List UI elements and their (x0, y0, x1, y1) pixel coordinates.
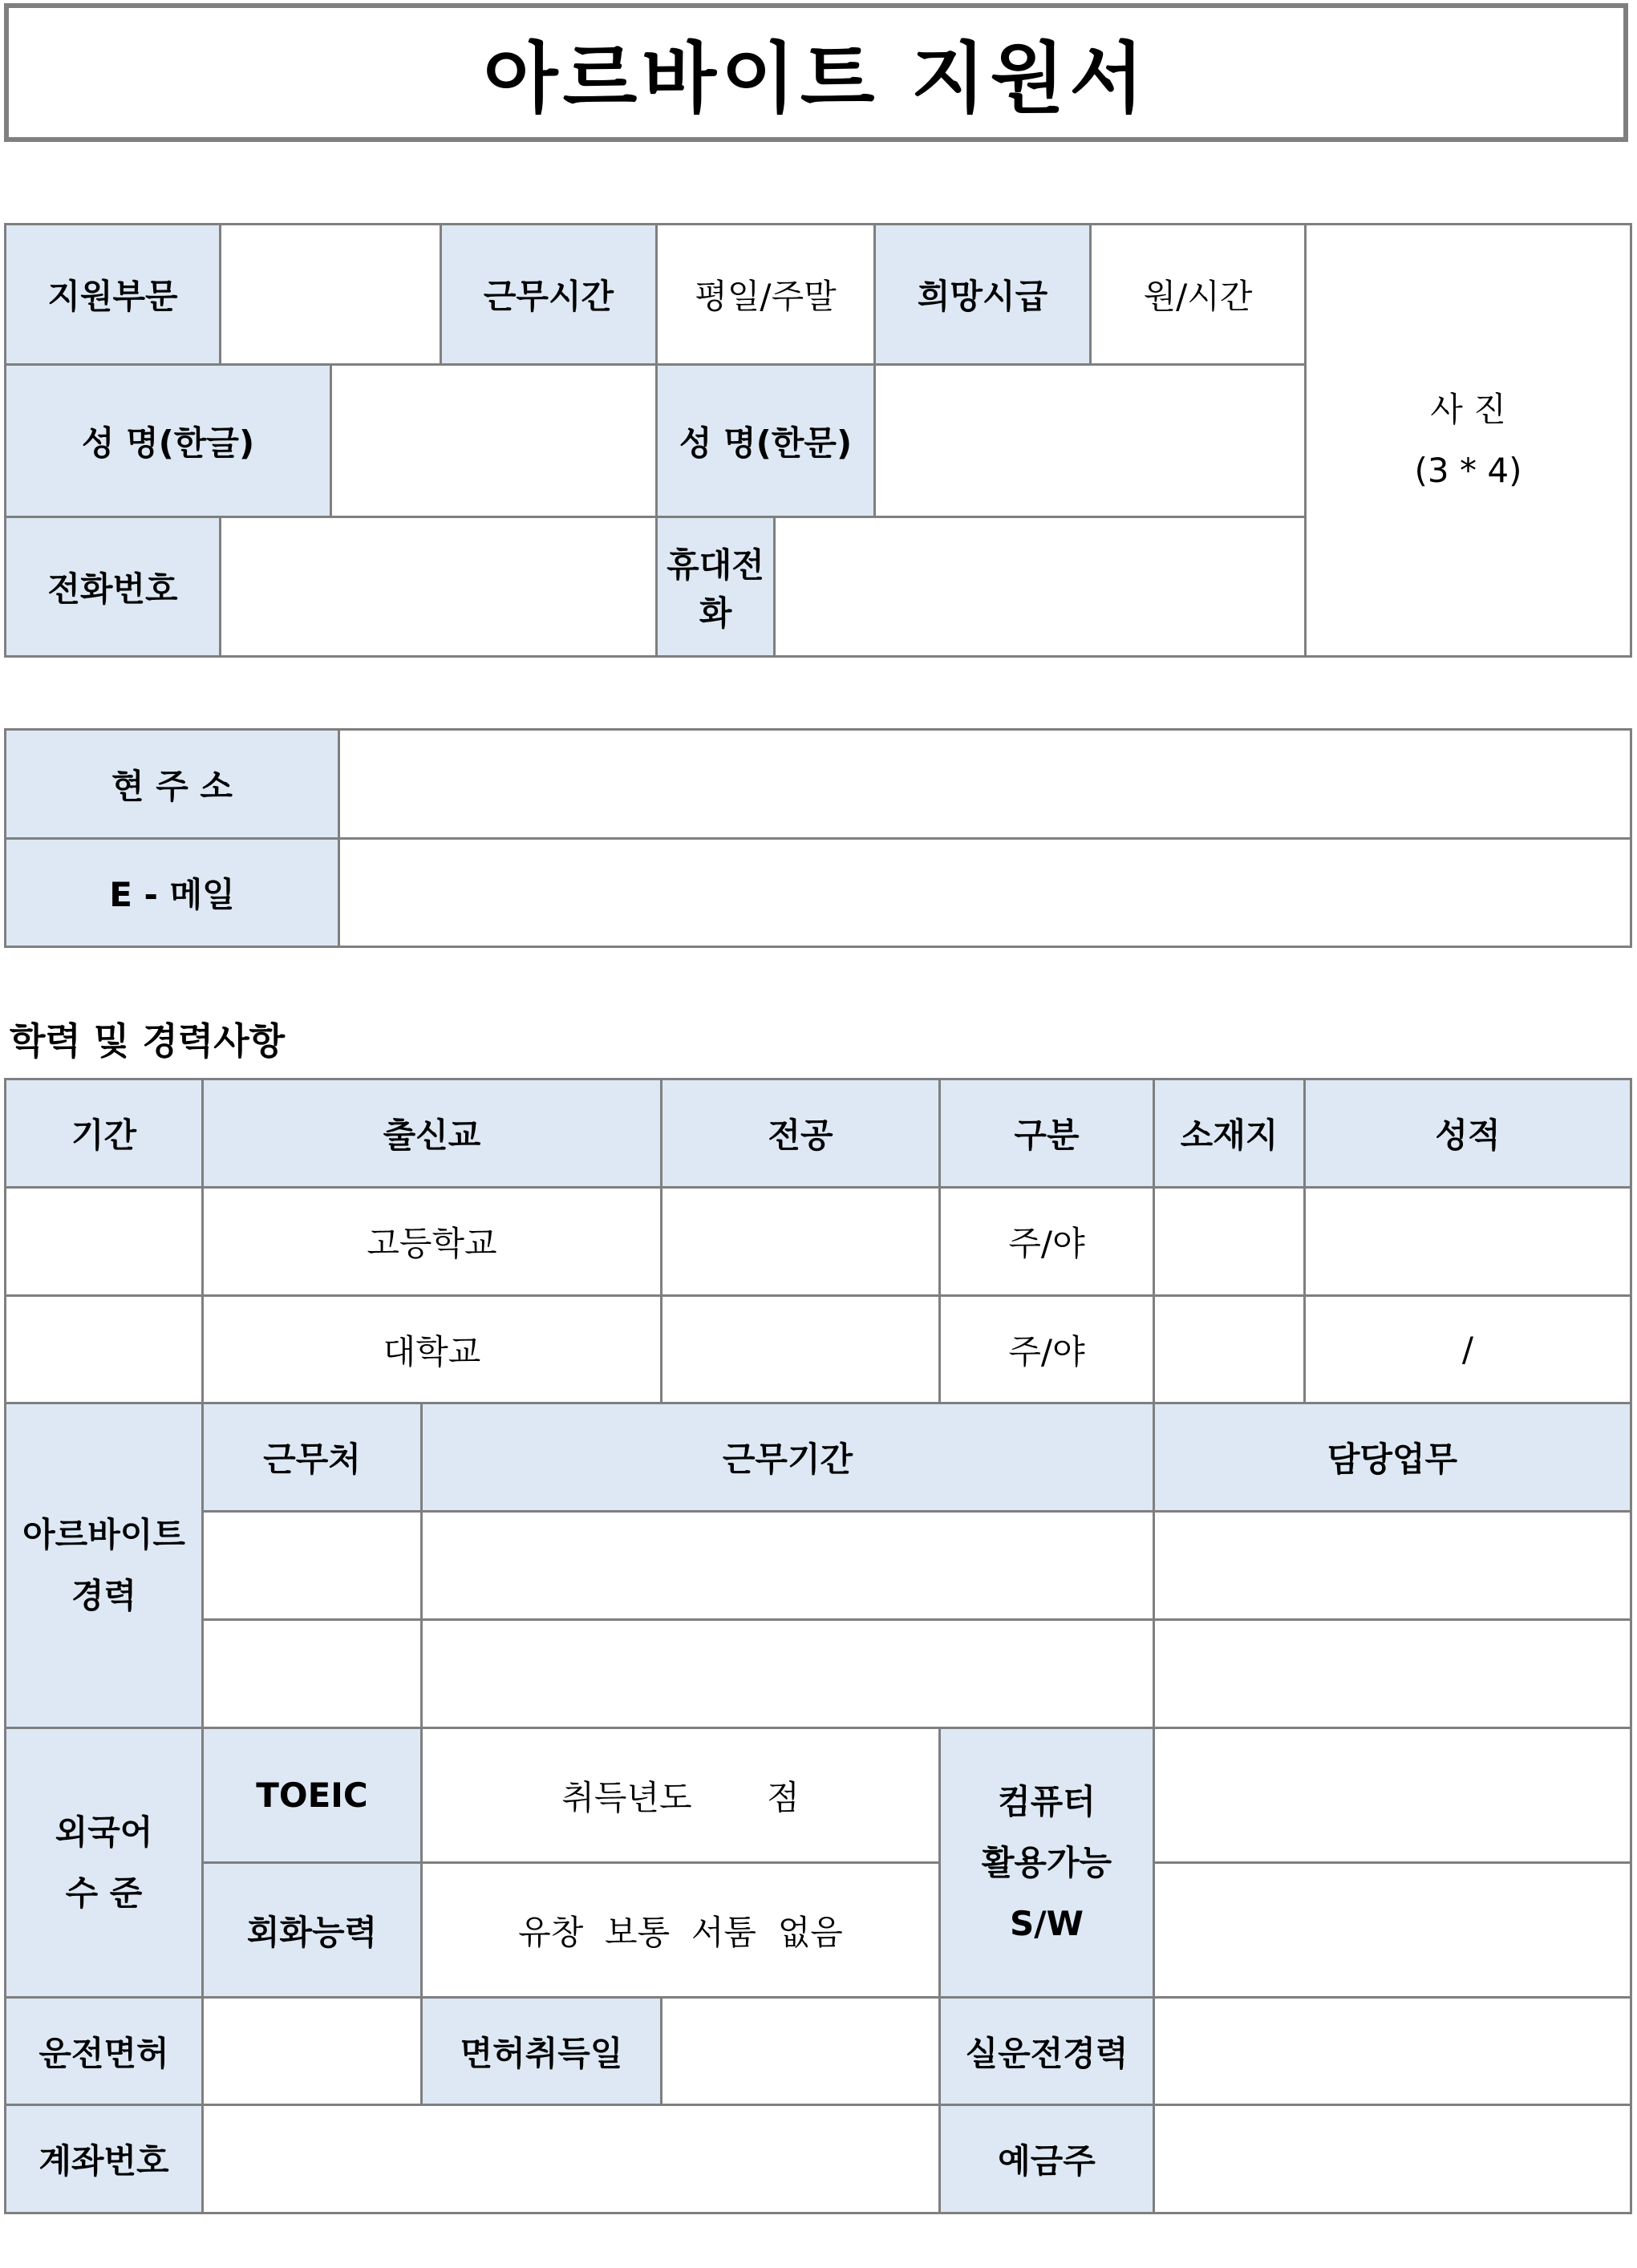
account-holder-label: 예금주 (940, 2105, 1154, 2213)
hs-major-field[interactable] (662, 1188, 940, 1296)
apply-dept-label: 지원부문 (6, 225, 221, 365)
edu-header-type: 구분 (940, 1079, 1154, 1188)
career-workplace-field[interactable] (203, 1512, 422, 1620)
univ-location-field[interactable] (1154, 1296, 1305, 1403)
computer-sw-line1: 컴퓨터 (998, 1781, 1096, 1821)
edu-header-location: 소재지 (1154, 1079, 1305, 1188)
career-duty-field[interactable] (1154, 1620, 1631, 1728)
form-title: 아르바이트 지원서 (483, 34, 1149, 124)
education-career-table (4, 1078, 1632, 2214)
toeic-label: TOEIC (203, 1728, 422, 1863)
career-header-period: 근무기간 (422, 1403, 1154, 1512)
edu-header-period: 기간 (6, 1079, 203, 1188)
phone-label: 전화번호 (6, 517, 221, 657)
email-field[interactable] (339, 839, 1631, 947)
address-label: 현 주 소 (6, 730, 339, 839)
wage-label: 희망시급 (875, 225, 1091, 365)
wage-field[interactable]: 원/시간 (1091, 225, 1306, 365)
univ-grade-field[interactable]: / (1305, 1296, 1631, 1403)
conversation-field[interactable]: 유창 보통 서툼 없음 (422, 1863, 940, 1998)
account-holder-field[interactable] (1154, 2105, 1631, 2213)
career-label-line1: 아르바이트 (22, 1515, 185, 1554)
hs-type-field[interactable]: 주/야 (940, 1188, 1154, 1296)
email-label: E - 메일 (6, 839, 339, 947)
career-label-line2: 경력 (71, 1576, 137, 1615)
univ-major-field[interactable] (662, 1296, 940, 1403)
toeic-field[interactable]: 취득년도 점 (422, 1728, 940, 1863)
account-field[interactable] (203, 2105, 940, 2213)
computer-sw-field[interactable] (1154, 1863, 1631, 1998)
license-label: 운전면허 (6, 1998, 203, 2105)
edu-header-school: 출신교 (203, 1079, 662, 1188)
language-label-line2: 수 준 (65, 1873, 143, 1913)
license-field[interactable] (203, 1998, 422, 2105)
univ-school-field[interactable]: 대학교 (203, 1296, 662, 1403)
career-duty-field[interactable] (1154, 1512, 1631, 1620)
account-label: 계좌번호 (6, 2105, 203, 2213)
photo-box (1306, 225, 1631, 657)
computer-sw-label (940, 1728, 1154, 1998)
name-kor-label: 성 명(한글) (6, 365, 331, 517)
name-kor-field[interactable] (331, 365, 657, 517)
mobile-label: 휴대전화 (657, 517, 775, 657)
contact-table (4, 728, 1632, 948)
work-time-field[interactable]: 평일/주말 (657, 225, 875, 365)
computer-sw-line2: 활용가능 (981, 1842, 1112, 1882)
univ-period-field[interactable] (6, 1296, 203, 1403)
license-date-label: 면허취득일 (422, 1998, 662, 2105)
language-label-line1: 외국어 (55, 1812, 153, 1852)
hs-school-field[interactable]: 고등학교 (203, 1188, 662, 1296)
language-label (6, 1728, 203, 1998)
photo-size: (3 * 4) (1414, 451, 1522, 490)
computer-sw-field[interactable] (1154, 1728, 1631, 1863)
edu-header-major: 전공 (662, 1079, 940, 1188)
license-date-field[interactable] (662, 1998, 940, 2105)
mobile-field[interactable] (775, 517, 1306, 657)
career-header-duty: 담당업무 (1154, 1403, 1631, 1512)
basic-info-table (4, 223, 1632, 658)
form-title-box (4, 3, 1628, 142)
hs-grade-field[interactable] (1305, 1188, 1631, 1296)
apply-dept-field[interactable] (221, 225, 441, 365)
photo-label: 사 진 (1430, 390, 1506, 429)
career-header-workplace: 근무처 (203, 1403, 422, 1512)
work-time-label: 근무시간 (441, 225, 657, 365)
univ-type-field[interactable]: 주/야 (940, 1296, 1154, 1403)
career-period-field[interactable] (422, 1620, 1154, 1728)
hs-location-field[interactable] (1154, 1188, 1305, 1296)
section-title: 학력 및 경력사항 (10, 1019, 286, 1063)
career-workplace-field[interactable] (203, 1620, 422, 1728)
phone-field[interactable] (221, 517, 657, 657)
name-han-field[interactable] (875, 365, 1306, 517)
computer-sw-line3: S/W (1010, 1903, 1084, 1943)
hs-period-field[interactable] (6, 1188, 203, 1296)
address-field[interactable] (339, 730, 1631, 839)
driving-experience-field[interactable] (1154, 1998, 1631, 2105)
driving-experience-label: 실운전경력 (940, 1998, 1154, 2105)
career-period-field[interactable] (422, 1512, 1154, 1620)
career-label (6, 1403, 203, 1728)
conversation-label: 회화능력 (203, 1863, 422, 1998)
name-han-label: 성 명(한문) (657, 365, 875, 517)
edu-header-grade: 성적 (1305, 1079, 1631, 1188)
